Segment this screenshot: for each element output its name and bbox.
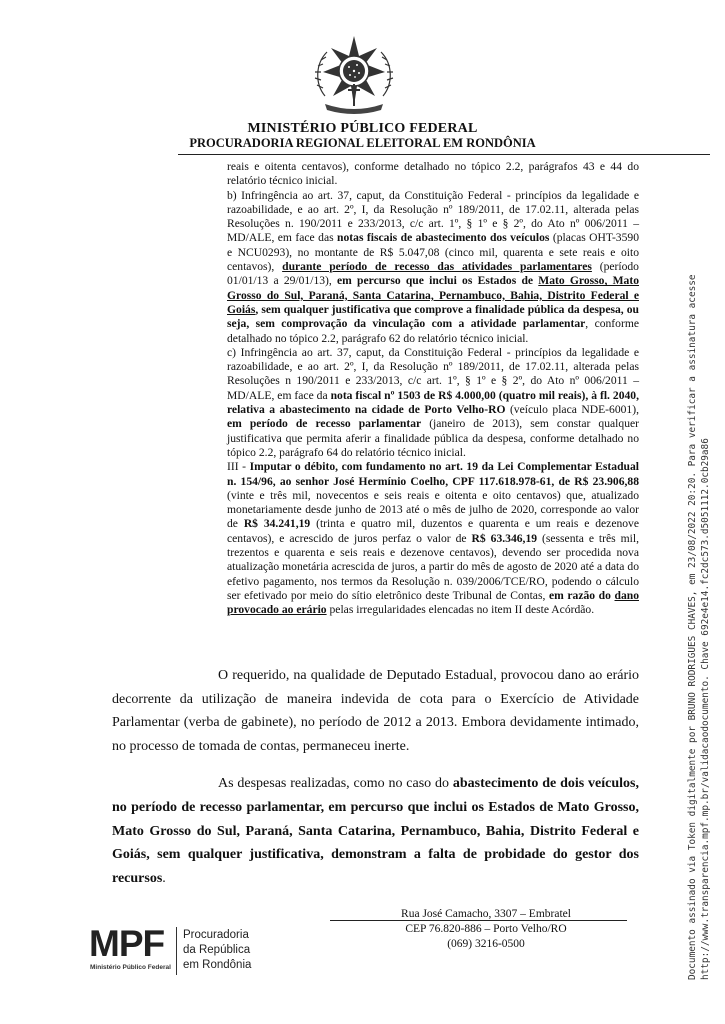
- address-line: Rua José Camacho, 3307 – Embratel: [401, 908, 571, 920]
- body-paragraph: [112, 772, 639, 890]
- text-run: dano provocado ao erário: [227, 588, 639, 617]
- text-run: As despesas realizadas, como no caso do: [218, 776, 453, 792]
- body-paragraph: [112, 664, 639, 758]
- quote-paragraph: [227, 189, 639, 346]
- digital-signature-stamp: [686, 30, 712, 980]
- text-run: nota fiscal nº 1503 de R$ 4.000,00 (quatro mil reais), à fl. 2040, relativa a abastecimento na cidade de Porto Velho-RO: [227, 388, 639, 417]
- text-run: III -: [227, 460, 250, 474]
- text-run: R$ 34.241,19: [243, 517, 311, 531]
- text-run: durante período de recesso das atividades parlamentares: [282, 260, 592, 274]
- address-line: CEP 76.820-886 – Porto Velho/RO: [405, 923, 567, 935]
- logo-name-line: Procuradoria: [183, 929, 249, 941]
- quote-paragraph: [227, 160, 639, 189]
- text-run: notas fiscais de abastecimento dos veículos: [337, 231, 550, 245]
- page-title: MINISTÉRIO PÚBLICO FEDERAL: [247, 121, 478, 136]
- main-body: [112, 664, 639, 904]
- text-run: R$ 63.346,19: [471, 531, 538, 545]
- text-run: b) Infringência ao art. 37, caput, da Constituição Federal - princípios da legalidade e razoabilidade, e ao art. 2º, I, da Resolução nº 189/2011, de 17.02.11, alterada pelas Resoluções n. 190/2011 e 233/2013, c/c art. 1º, § 1º e § 2º, do Ato nº 006/2011 – MD/ALE, em face das: [227, 188, 639, 245]
- header-divider: [178, 154, 710, 155]
- signature-line: Documento assinado via Token digitalmente por BRUNO RODRIGUES CHAVES, em 23/08/2022 20:20. Para verificar a assinatura acesse: [687, 274, 698, 980]
- text-run: em razão do: [548, 588, 615, 602]
- quote-paragraph: [227, 346, 639, 460]
- quote-paragraph: [227, 460, 639, 617]
- page-subtitle: PROCURADORIA REGIONAL ELEITORAL EM RONDÔNIA: [189, 136, 536, 150]
- text-run: .: [162, 870, 166, 886]
- logo-caption: Ministério Público Federal: [90, 964, 171, 971]
- text-run: (período 01/01/13 a 29/01/13),: [227, 260, 639, 288]
- logo-name: [183, 928, 251, 973]
- logo-name-line: da República: [183, 944, 251, 956]
- text-run: (janeiro de 2013), sem constar qualquer justificativa que permita aferir a finalidade pública da despesa, conforme detalhado no tópico 2.2, parágrafo 64 do relatório técnico inicial.: [227, 417, 639, 459]
- text-run: (veículo placa NDE-6001),: [505, 403, 639, 417]
- quoted-decision-block: [227, 160, 639, 618]
- text-run: Mato Grosso, Mato Grosso do Sul, Paraná, Santa Catarina, Pernambuco, Bahia, Distrito Federal e Goiás: [227, 274, 639, 316]
- signature-link[interactable]: http://www.transparencia.mpf.mp.br/validacaodocumento. Chave 692e4e14.fc2dc573.d5051112.0cb29a86: [700, 438, 711, 980]
- logo-letters: MPF: [89, 923, 165, 964]
- text-run: reais e oitenta centavos), conforme detalhado no tópico 2.2, parágrafos 43 e 44 do relatório técnico inicial.: [227, 160, 639, 188]
- text-run: (vinte e três mil, novecentos e seis reais e oitenta e oito centavos) que, atualizado monetariamente desde junho de 2013 até o mês de julho de 2020, corresponde ao valor de: [227, 488, 639, 531]
- logo-divider: [176, 927, 177, 975]
- text-run: Imputar o débito, com fundamento no art. 19 da Lei Complementar Estadual n. 154/96, ao senhor José Hermínio Coelho, CPF 117.618.978-61, de R$ 23.906,88: [227, 460, 639, 488]
- text-run: , sem qualquer justificativa que comprove a finalidade pública da despesa, ou seja, sem comprovação da vinculação com a atividade parlamentar: [227, 302, 639, 331]
- text-run: (sessenta e três mil, trezentos e quarenta e seis reais e dezenove centavos), devendo ser procedida nova atualização monetária acrescida de juros, a partir do mês de agosto de 2020 até a data do efetivo pagamento, nos termos da Resolução n. 039/2006/TCE/RO, podendo o cálculo ser efetivado por meio do sítio eletrônico deste Tribunal de Contas,: [227, 531, 639, 602]
- mpf-logo: [89, 924, 269, 982]
- text-run: , conforme detalhado no tópico 2.2, parágrafo 62 do relatório técnico inicial.: [227, 317, 639, 345]
- footer-address: [330, 907, 642, 952]
- text-run: (trinta e quatro mil, duzentos e quarenta e um reais e dezenove centavos), e acrescido de juros perfaz o valor de: [227, 517, 639, 545]
- text-run: pelas irregularidades elencadas no item II deste Acórdão.: [326, 603, 595, 617]
- text-run: (placas OHT-3590 e NCU0293), no montante de R$ 5.047,08 (cinco mil, quarenta e sete reais e oito centavos),: [227, 231, 639, 274]
- text-run: abastecimento de dois veículos, no período de recesso parlamentar, em percurso que inclui os Estados de Mato Grosso, Mato Grosso do Sul, Paraná, Santa Catarina, Pernambuco, Bahia, Distrito Federal e Goiás, sem qualquer justificativa, demonstram a falta de probidade do gestor dos recursos: [112, 776, 640, 886]
- text-run: em período de recesso parlamentar: [227, 417, 422, 431]
- text-run: c) Infringência ao art. 37, caput, da Constituição Federal - princípios da legalidade e razoabilidade, e ao art. 2º, I, da Resolução nº 189/2011, de 17.02.11, alterada pelas Resoluções n 190/2011 e 233/2013, c/c art. 1º, § 1º e § 2º, do Ato nº 006/2011 – MD/ALE, em face da: [227, 345, 639, 402]
- logo-name-line: em Rondônia: [183, 959, 252, 971]
- text-run: O requerido, na qualidade de Deputado Estadual, provocou dano ao erário decorrente da utilização de maneira indevida de cota para o Exercício de Atividade Parlamentar (verba de gabinete), no período de 2012 a 2013. Embora devidamente intimado, no processo de tomada de contas, permaneceu inerte.: [112, 668, 639, 754]
- phone-number: (069) 3216-0500: [447, 938, 525, 950]
- text-run: em percurso que inclui os Estados de: [337, 274, 539, 288]
- coat-of-arms-icon: [311, 34, 397, 114]
